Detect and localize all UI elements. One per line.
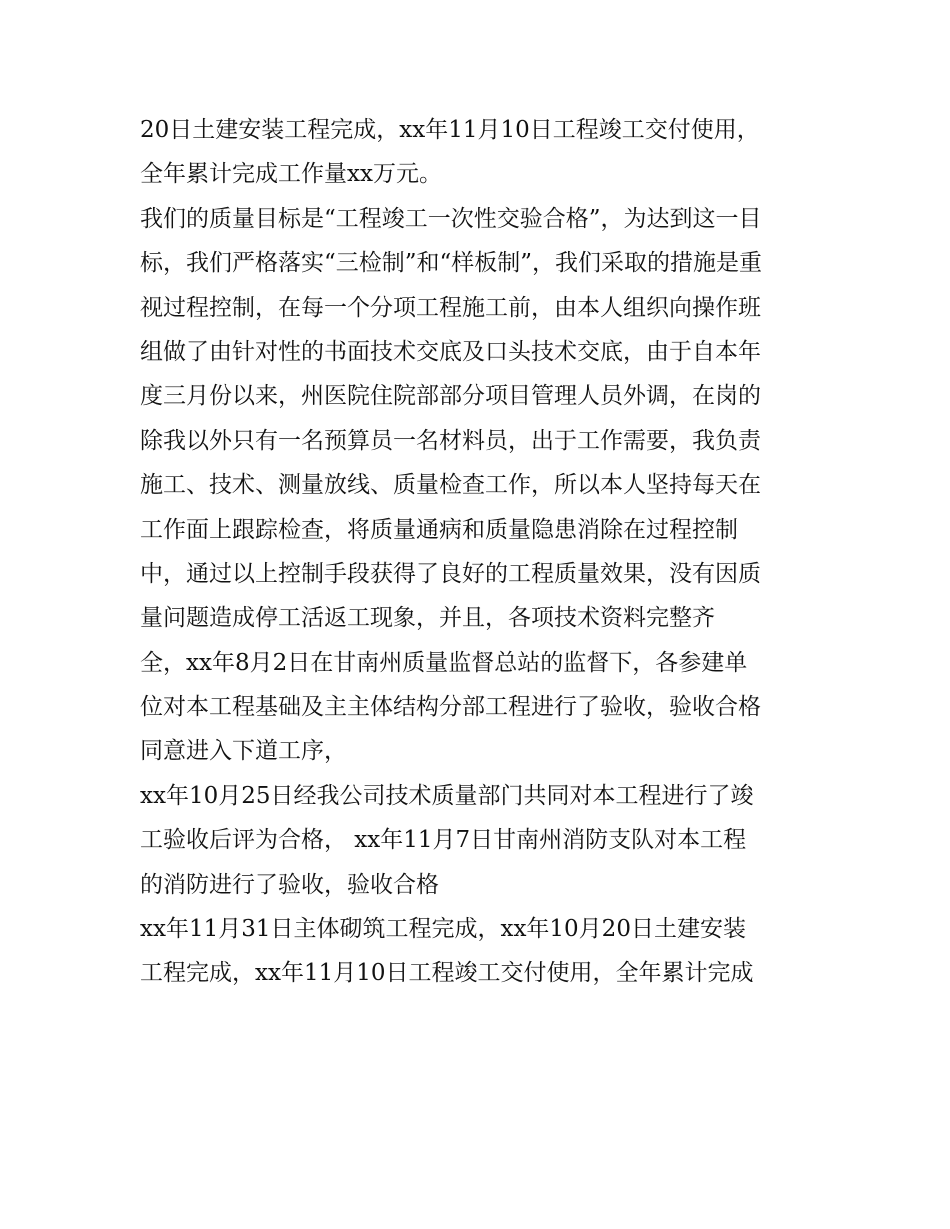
text-line: 的消防进行了验收，验收合格 (140, 871, 439, 898)
text-line: 组做了由针对性的书面技术交底及口头技术交底，由于自本年 (140, 338, 761, 365)
text-line: 工验收后评为合格， xx年11月7日甘南州消防支队对本工程 (140, 827, 747, 854)
document-body (140, 108, 830, 996)
text-line: 度三月份以来，州医院住院部部分项目管理人员外调，在岗的 (140, 383, 761, 410)
text-line: 全年累计完成工作量xx万元。 (140, 161, 442, 188)
text-line: 工程完成，xx年11月10日工程竣工交付使用，全年累计完成 (140, 960, 754, 987)
text-line: 我们的质量目标是“工程竣工一次性交验合格”，为达到这一目 (140, 205, 762, 232)
text-line: 量问题造成停工活返工现象，并且，各项技术资料完整齐 (140, 605, 715, 632)
text-line: 视过程控制，在每一个分项工程施工前，由本人组织向操作班 (140, 294, 761, 321)
text-line: 全，xx年8月2日在甘南州质量监督总站的监督下，各参建单 (140, 649, 748, 676)
text-line: 同意进入下道工序， (140, 738, 347, 765)
text-line: 20日土建安装工程完成，xx年11月10日工程竣工交付使用， (140, 117, 760, 143)
text-line: xx年10月25日经我公司技术质量部门共同对本工程进行了竣 (140, 782, 754, 809)
text-line: xx年11月31日主体砌筑工程完成，xx年10月20日土建安装 (140, 916, 746, 943)
text-line: 位对本工程基础及主主体结构分部工程进行了验收，验收合格 (140, 694, 761, 721)
text-line: 中，通过以上控制手段获得了良好的工程质量效果，没有因质 (140, 560, 761, 587)
text-line: 工作面上跟踪检查，将质量通病和质量隐患消除在过程控制 (140, 516, 738, 543)
text-line: 标，我们严格落实“三检制”和“样板制”，我们采取的措施是重 (140, 250, 763, 277)
text-line: 施工、技术、测量放线、质量检查工作，所以本人坚持每天在 (140, 472, 761, 499)
text-line: 除我以外只有一名预算员一名材料员，出于工作需要，我负责 (140, 427, 761, 454)
